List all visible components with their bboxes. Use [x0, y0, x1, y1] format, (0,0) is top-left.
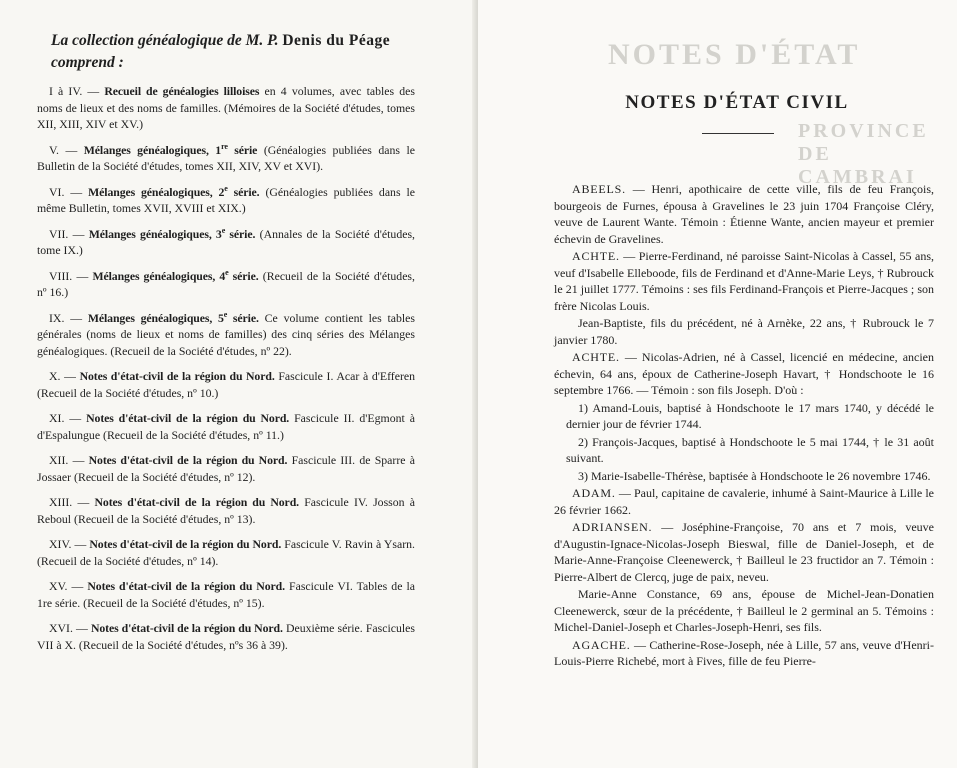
note-text: — Pierre-Ferdinand, né paroisse Saint-Nicolas à Cassel, 55 ans, veuf d'Isabelle Elleboode, fils de Ferdinand et d'Anne-Marie Leys, † Rubrouck le 21 juillet 1777. Témoins : ses fils Ferdinand-François et Pierre-Jacques ; son frère Nicolas Louis.	[554, 249, 934, 313]
collection-entry: XVI. — Notes d'état-civil de la région du Nord. Deuxième série. Fascicules VII à X. (Recueil de la Société d'études, nºs 36 à 39).	[37, 621, 415, 652]
entry-ordinal-sup: e	[221, 225, 226, 235]
entry-description: (Généalogies publiées dans le même Bulletin, tomes XVII, XVIII et XIX.)	[37, 184, 415, 215]
entry-number: XVI.	[49, 621, 73, 635]
entry-title: Notes d'état-civil de la région du Nord.	[94, 495, 300, 509]
civil-note-entry	[554, 315, 934, 348]
entry-description: Deuxième série. Fascicules VII à X. (Recueil de la Société d'études, nºs 36 à 39).	[37, 621, 415, 652]
collection-header	[51, 30, 451, 74]
civil-note-entry	[554, 434, 934, 467]
entry-title: Mélanges généalogiques, 2	[88, 184, 225, 199]
show-through-text-2: PROVINCE DE CAMBRAI	[798, 120, 929, 188]
entry-title: Mélanges généalogiques, 5	[87, 310, 224, 325]
entry-number: VI.	[49, 184, 65, 199]
entry-description: Ce volume contient les tables générales (noms de lieux et noms de familles) des cinq séries des Mélanges généalogiques. (Recueil de la Société d'études, nº 22).	[37, 310, 416, 358]
entry-title: Mélanges généalogiques, 3	[88, 226, 222, 241]
collection-entry: XIV. — Notes d'état-civil de la région du Nord. Fascicule V. Ravin à Ysarn. (Recueil de la Société d'études, nº 14).	[37, 537, 416, 568]
entry-description: Fascicule II. d'Egmont à d'Espalungue (Recueil de la Société d'études, nº 11.)	[37, 411, 415, 442]
header-author: Denis du Péage	[282, 32, 391, 49]
entry-number: IX.	[49, 310, 65, 325]
entry-description: Fascicule I. Acar à d'Efferen (Recueil de la Société d'études, nº 10.)	[37, 369, 416, 400]
entry-title-suffix: série.	[227, 310, 259, 325]
civil-note-entry	[554, 519, 934, 585]
entry-ordinal-sup: e	[223, 309, 228, 319]
collection-entry: VIII. — Mélanges généalogiques, 4e série. (Recueil de la Société d'études, nº 16.)	[37, 267, 415, 299]
note-text: Marie-Anne Constance, 69 ans, épouse de Michel-Jean-Donatien Cleenewerck, sœur de la précédente, † Bailleul le 2 germinal an 5. Témoins : Michel-Daniel-Joseph et Charles-Joseph-Henri, ses fils.	[554, 587, 934, 634]
page-title: NOTES D'ÉTAT CIVIL	[625, 92, 849, 113]
entry-number: XV.	[49, 579, 68, 593]
entry-number: XIV.	[49, 537, 72, 551]
entry-number: VIII.	[49, 268, 73, 283]
civil-note-entry	[554, 400, 934, 433]
collection-entry: X. — Notes d'état-civil de la région du Nord. Fascicule I. Acar à d'Efferen (Recueil de la Société d'études, nº 10.)	[37, 369, 416, 400]
note-text: 2) François-Jacques, baptisé à Hondschoote le 5 mai 1744, † le 31 août suivant.	[566, 434, 934, 465]
family-name: ADAM.	[572, 486, 616, 500]
family-name: ACHTE.	[572, 249, 620, 263]
entry-description: (Annales de la Société d'études, tome IX.)	[37, 226, 415, 257]
entry-description: en 4 volumes, avec tables des noms de lieux et des noms de familles. (Mémoires de la Société d'études, tomes XII, XIII, XIV et XV.)	[37, 84, 415, 131]
entry-number: VII.	[49, 226, 69, 241]
collection-entry: XII. — Notes d'état-civil de la région du Nord. Fascicule III. de Sparre à Jossaer (Recueil de la Société d'études, nº 12).	[37, 453, 415, 484]
entry-title-suffix: série.	[227, 184, 260, 199]
family-name: ABEELS.	[572, 182, 626, 196]
collection-entry: VI. — Mélanges généalogiques, 2e série. (Généalogies publiées dans le même Bulletin, tomes XVII, XVIII et XIX.)	[37, 183, 415, 215]
note-text: — Henri, apothicaire de cette ville, fils de feu François, bourgeois de Furnes, épousa à Gravelines le 23 juin 1704 Françoise Cléry, veuve de Laurent Wante. Témoin : Étienne Wante, ancien mayeur et premier échevin de Gravelines.	[554, 182, 935, 246]
header-intro: La collection généalogique de M. P.	[51, 32, 279, 49]
civil-note-entry	[554, 485, 934, 518]
entry-ordinal-sup: e	[225, 267, 229, 277]
collection-list	[37, 83, 415, 662]
collection-entry: I à IV. — Recueil de généalogies lilloises en 4 volumes, avec tables des noms de lieux et des noms de familles. (Mémoires de la Société d'études, tomes XII, XIII, XIV et XV.)	[37, 84, 415, 131]
entry-number: XII.	[49, 453, 69, 467]
entry-title: Notes d'état-civil de la région du Nord.	[89, 537, 282, 551]
entry-number: XIII.	[49, 495, 73, 509]
entry-ordinal-sup: e	[224, 183, 228, 193]
entry-title: Mélanges généalogiques, 1	[83, 142, 222, 157]
note-text: — Joséphine-Françoise, 70 ans et 7 mois, veuve d'Augustin-Ignace-Nicolas-Joseph Bieswal, fille de Daniel-Joseph, et de Marie-Anne-Françoise Cleenewerck, † Bailleul le 23 fructidor an 7. Témoin : Pierre-Albert de Clercq, juge de paix, neveu.	[554, 520, 935, 584]
civil-note-entry	[554, 181, 934, 247]
entry-description: Fascicule IV. Josson à Reboul (Recueil de la Société d'études, nº 13).	[37, 495, 415, 526]
note-text: — Catherine-Rose-Joseph, née à Lille, 57 ans, veuve d'Henri-Louis-Pierre Richebé, mort à Fives, fille de feu Pierre-	[554, 637, 934, 668]
entry-description: Fascicule V. Ravin à Ysarn. (Recueil de la Société d'études, nº 14).	[37, 537, 416, 568]
civil-note-entry	[554, 637, 934, 670]
family-name: ACHTE.	[572, 350, 620, 364]
collection-entry: VII. — Mélanges généalogiques, 3e série. (Annales de la Société d'études, tome IX.)	[37, 225, 415, 257]
civil-notes-list	[554, 181, 934, 671]
entry-number: XI.	[49, 411, 65, 425]
entry-description: Fascicule III. de Sparre à Jossaer (Recueil de la Société d'études, nº 12).	[37, 453, 415, 484]
collection-entry: XIII. — Notes d'état-civil de la région du Nord. Fascicule IV. Josson à Reboul (Recueil de la Société d'études, nº 13).	[37, 495, 415, 526]
entry-title-suffix: série.	[228, 268, 259, 283]
header-line2: comprend :	[51, 54, 124, 71]
entry-title: Notes d'état-civil de la région du Nord.	[86, 411, 290, 425]
entry-title-suffix: série.	[225, 226, 256, 241]
collection-entry: XV. — Notes d'état-civil de la région du Nord. Fascicule VI. Tables de la 1re série. (Recueil de la Société d'études, nº 15).	[37, 579, 416, 610]
civil-note-entry	[554, 468, 934, 485]
note-text: — Nicolas-Adrien, né à Cassel, licencié en médecine, ancien échevin, 64 ans, époux de Catherine-Joseph Havart, † Hondschoote le 16 septembre 1766. — Témoin : son fils Joseph. D'où :	[554, 350, 935, 397]
entry-number: V.	[49, 142, 59, 157]
entry-title: Recueil de généalogies lilloises	[104, 84, 260, 98]
entry-description: Fascicule VI. Tables de la 1re série. (Recueil de la Société d'études, nº 15).	[37, 579, 416, 610]
title-rule	[702, 133, 774, 134]
entry-title: Notes d'état-civil de la région du Nord.	[88, 453, 288, 467]
civil-note-entry	[554, 349, 934, 399]
entry-title: Notes d'état-civil de la région du Nord.	[87, 579, 285, 593]
entry-description: (Généalogies publiées dans le Bulletin de la Société d'études, tomes XII, XIV, XV et XVI).	[37, 142, 415, 173]
civil-note-entry	[554, 586, 934, 636]
note-text: 1) Amand-Louis, baptisé à Hondschoote le 17 mars 1740, y décédé le dernier jour de février 1744.	[566, 400, 934, 431]
family-name: ADRIANSEN.	[572, 520, 653, 534]
civil-note-entry	[554, 248, 934, 314]
entry-number: I à IV.	[49, 84, 83, 98]
entry-title: Notes d'état-civil de la région du Nord.	[79, 369, 275, 383]
note-text: — Paul, capitaine de cavalerie, inhumé à Saint-Maurice à Lille le 26 février 1662.	[554, 486, 935, 517]
collection-entry: IX. — Mélanges généalogiques, 5e série. Ce volume contient les tables générales (noms de lieux et noms de familles) des cinq séries des Mélanges généalogiques. (Recueil de la Société d'études, nº 22).	[37, 309, 416, 358]
collection-entry: XI. — Notes d'état-civil de la région du Nord. Fascicule II. d'Egmont à d'Espalungue (Recueil de la Société d'études, nº 11.)	[37, 411, 415, 442]
show-through-text-1: NOTES D'ÉTAT	[608, 38, 861, 71]
entry-ordinal-sup: re	[221, 141, 228, 151]
entry-number: X.	[49, 369, 61, 383]
entry-description: (Recueil de la Société d'études, nº 16.)	[37, 268, 415, 299]
left-page	[0, 0, 478, 768]
note-text: 3) Marie-Isabelle-Thérèse, baptisée à Hondschoote le 26 novembre 1746.	[578, 468, 931, 483]
collection-entry: V. — Mélanges généalogiques, 1re série (Généalogies publiées dans le Bulletin de la Société d'études, tomes XII, XIV, XV et XVI).	[37, 141, 415, 173]
entry-title-suffix: série	[227, 142, 258, 157]
entry-title: Notes d'état-civil de la région du Nord.	[90, 621, 283, 635]
note-text: Jean-Baptiste, fils du précédent, né à Arnèke, 22 ans, † Rubrouck le 7 janvier 1780.	[554, 316, 934, 347]
entry-title: Mélanges généalogiques, 4	[92, 268, 226, 283]
family-name: AGACHE.	[572, 637, 631, 652]
